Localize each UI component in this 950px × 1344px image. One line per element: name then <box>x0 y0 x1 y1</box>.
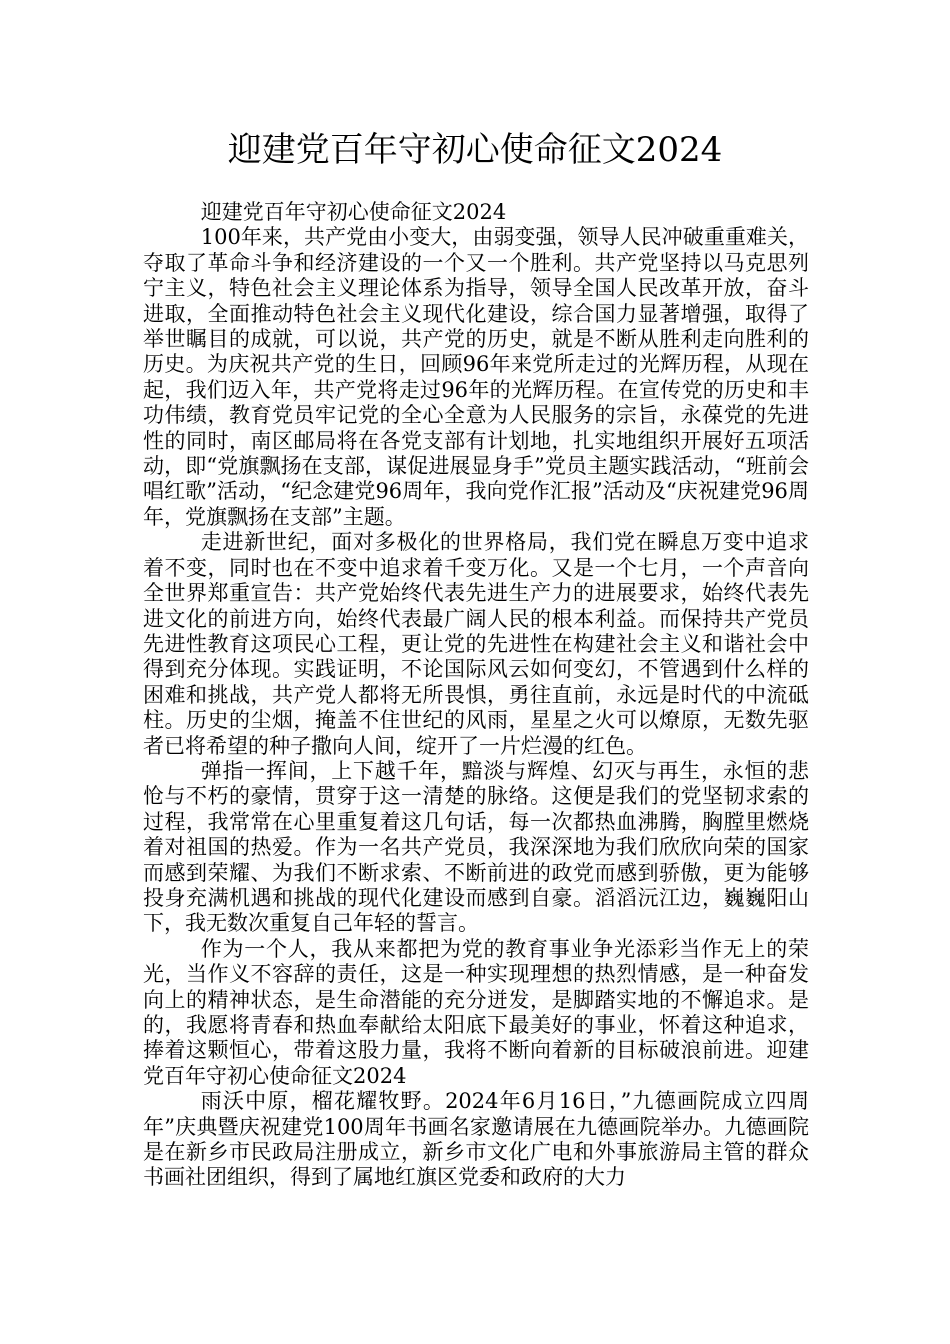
paragraph-4: 作为一个人，我从来都把为党的教育事业争光添彩当作无上的荣光，当作义不容辞的责任，这是一种实现理想的热烈情感，是一种奋发向上的精神状态，是生命潜能的充分迸发，是脚踏实地的不懈追求。是的，我愿将青春和热血奉献给太阳底下最美好的事业，怀着这种追求，捧着这颗恒心，带着这股力量，我将不断向着新的目标破浪前进。迎建党百年守初心使命征文2024 <box>143 936 809 1088</box>
paragraph-5: 雨沃中原，榴花耀牧野。2024年6月16日，”九德画院成立四周年”庆典暨庆祝建党100周年书画名家邀请展在九德画院举办。九德画院是在新乡市民政局注册成立，新乡市文化广电和外事旅游局主管的群众书画社团组织，得到了属地红旗区党委和政府的大力 <box>143 1089 809 1190</box>
paragraph-3: 弹指一挥间，上下越千年，黯淡与辉煌、幻灭与再生，永恒的悲怆与不朽的豪情，贯穿于这一清楚的脉络。这便是我们的党坚韧求索的过程，我常常在心里重复着这几句话，每一次都热血沸腾，胸膛里燃烧着对祖国的热爱。作为一名共产党员，我深深地为我们欣欣向荣的国家而感到荣耀、为我们不断求索、不断前进的政党而感到骄傲，更为能够投身充满机遇和挑战的现代化建设而感到自豪。滔滔沅江边，巍巍阳山下，我无数次重复自己年轻的誓言。 <box>143 758 809 936</box>
document-title: 迎建党百年守初心使命征文2024 <box>227 130 723 170</box>
paragraph-subtitle: 迎建党百年守初心使命征文2024 <box>200 200 507 224</box>
document-body <box>143 200 809 1191</box>
paragraph-1: 100年来，共产党由小变大，由弱变强，领导人民冲破重重难关，夺取了革命斗争和经济建设的一个又一个胜利。共产党坚持以马克思列宁主义，特色社会主义理论体系为指导，领导全国人民改革开放，奋斗进取，全面推动特色社会主义现代化建设，综合国力显著增强，取得了举世瞩目的成就，可以说，共产党的历史，就是不断从胜利走向胜利的历史。为庆祝共产党的生日，回顾96年来党所走过的光辉历程，从现在起，我们迈入年，共产党将走过96年的光辉历程。在宣传党的历史和丰功伟绩，教育党员牢记党的全心全意为人民服务的宗旨，永葆党的先进性的同时，南区邮局将在各党支部有计划地，扎实地组织开展好五项活动，即“党旗飘扬在支部，谋促进展显身手”党员主题实践活动，“班前会唱红歌”活动，“纪念建党96周年，我向党作汇报”活动及“庆祝建党96周年，党旗飘扬在支部”主题。 <box>143 225 809 529</box>
paragraph-2: 走进新世纪，面对多极化的世界格局，我们党在瞬息万变中追求着不变，同时也在不变中追求着千变万化。又是一个七月，一个声音向全世界郑重宣告：共产党始终代表先进生产力的进展要求，始终代表先进文化的前进方向，始终代表最广阔人民的根本利益。而保持共产党员先进性教育这项民心工程，更让党的先进性在构建社会主义和谐社会中得到充分体现。实践证明，不论国际风云如何变幻，不管遇到什么样的困难和挑战，共产党人都将无所畏惧，勇往直前，永远是时代的中流砥柱。历史的尘烟，掩盖不住世纪的风雨，星星之火可以燎原，无数先驱者已将希望的种子撒向人间，绽开了一片烂漫的红色。 <box>143 530 809 758</box>
